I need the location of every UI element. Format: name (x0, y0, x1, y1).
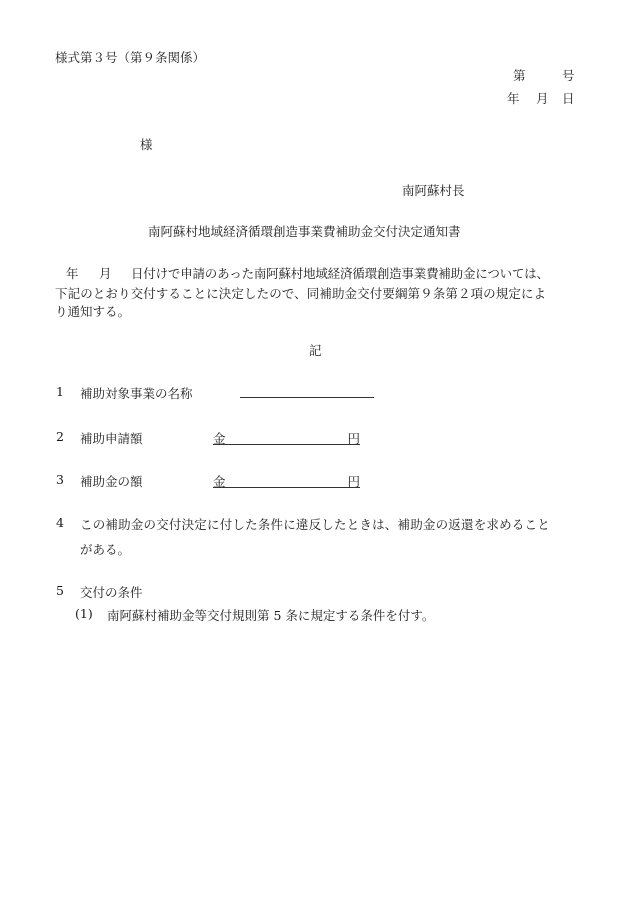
item-2-kin: 金 (213, 431, 226, 446)
date-month: 月 (536, 91, 549, 106)
date-year: 年 (507, 91, 520, 106)
doc-number-go: 号 (562, 68, 575, 83)
item-2-number: 2 (56, 429, 64, 444)
item-1-blank-field[interactable] (240, 397, 374, 398)
item-1-label: 補助対象事業の名称 (80, 386, 193, 401)
item-4-label-cont: がある。 (80, 542, 131, 557)
item-2-label: 補助申請額 (80, 431, 143, 446)
item-1-number: 1 (56, 384, 64, 399)
item-5-sub-text: 南阿蘇村補助金等交付規則第 5 条に規定する条件を付す。 (107, 608, 435, 623)
item-3-number: 3 (56, 472, 64, 487)
body-line1: 日付けで申請のあった南阿蘇村地域経済循環創造事業費補助金については、 (131, 266, 549, 281)
ki-heading: 記 (309, 343, 322, 358)
body-month: 月 (99, 266, 112, 281)
doc-number-dai: 第 (513, 68, 526, 83)
body-line3: り通知する。 (55, 304, 131, 319)
item-3-amount-field[interactable] (213, 472, 360, 488)
item-4-label: この補助金の交付決定に付した条件に違反したときは、補助金の返還を求めること (80, 517, 550, 532)
item-3-label: 補助金の額 (80, 474, 143, 489)
item-5-sub-number: (1) (75, 606, 93, 621)
form-label: 様式第３号（第９条関係） (55, 50, 206, 65)
issuer: 南阿蘇村長 (402, 183, 465, 198)
item-3-en: 円 (347, 474, 360, 489)
document-title: 南阿蘇村地域経済循環創造事業費補助金交付決定通知書 (148, 224, 461, 239)
date-day: 日 (562, 91, 575, 106)
item-2-amount-field[interactable] (213, 429, 360, 445)
item-2-en: 円 (347, 431, 360, 446)
body-year: 年 (66, 266, 79, 281)
item-5-label: 交付の条件 (80, 585, 143, 600)
item-5-number: 5 (56, 583, 64, 598)
body-line2: 下記のとおり交付することに決定したので、同補助金交付要綱第９条第２項の規定によ (55, 286, 547, 301)
item-3-kin: 金 (213, 474, 226, 489)
item-4-number: 4 (56, 515, 64, 530)
recipient-suffix: 様 (140, 137, 153, 152)
